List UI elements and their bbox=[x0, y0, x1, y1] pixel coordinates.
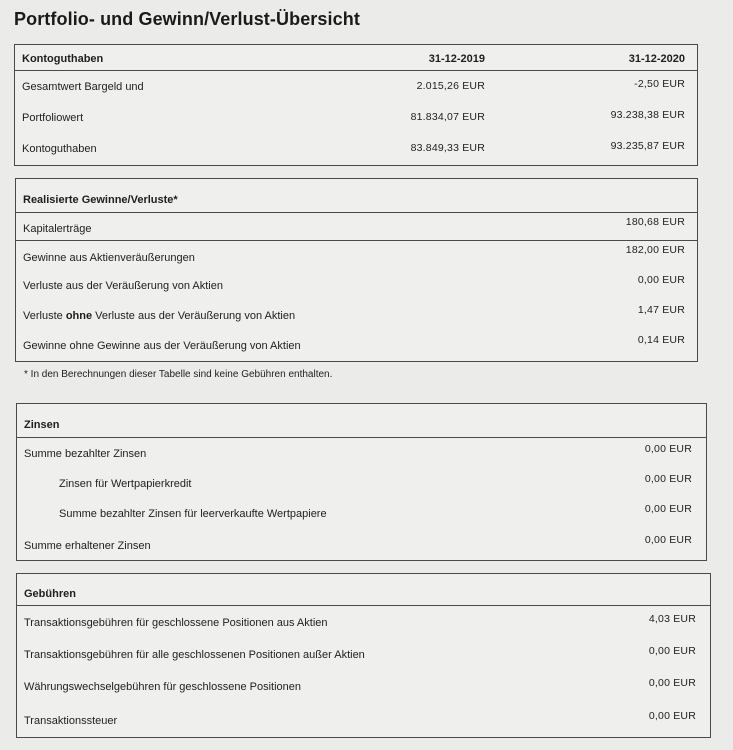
account-row bbox=[15, 71, 697, 102]
interest-row-label: Zinsen für Wertpapierkredit bbox=[59, 478, 192, 490]
page-title: Portfolio- und Gewinn/Verlust-Übersicht bbox=[14, 9, 360, 29]
fees-table bbox=[16, 573, 711, 738]
account-row-value-2019: 81.834,07 EUR bbox=[410, 111, 485, 123]
fees-row bbox=[17, 638, 710, 670]
account-row-label: Kontoguthaben bbox=[22, 143, 97, 155]
interest-row-label: Summe bezahlter Zinsen für leerverkaufte Wertpapiere bbox=[59, 508, 327, 520]
realized-row-label-bold: ohne bbox=[65, 310, 93, 322]
interest-row-value: 0,00 EUR bbox=[644, 443, 692, 455]
realized-row-value: 182,00 EUR bbox=[625, 244, 685, 256]
realized-gains-header-label: Realisierte Gewinne/Verluste* bbox=[23, 194, 178, 206]
account-balance-header bbox=[15, 45, 697, 71]
account-row-label: Gesamtwert Bargeld und bbox=[22, 81, 144, 93]
fees-row-value: 0,00 EUR bbox=[648, 645, 696, 657]
fees-row-value: 0,00 EUR bbox=[648, 677, 696, 689]
realized-row bbox=[16, 300, 697, 330]
realized-row-label: Gewinne ohne Gewinne aus der Veräußerung von Aktien bbox=[23, 340, 301, 352]
account-row bbox=[15, 133, 697, 164]
account-row-value-2019: 83.849,33 EUR bbox=[410, 142, 485, 154]
interest-table bbox=[16, 403, 707, 561]
fees-row-label: Transaktionsgebühren für geschlossene Positionen aus Aktien bbox=[24, 617, 328, 629]
interest-header bbox=[17, 404, 706, 438]
account-row-value-2020: -2,50 EUR bbox=[634, 78, 685, 90]
account-row-value-2019: 2.015,26 EUR bbox=[416, 80, 485, 92]
account-balance-header-label: Kontoguthaben bbox=[22, 53, 104, 65]
interest-row bbox=[17, 498, 706, 528]
realized-footnote: * In den Berechnungen dieser Tabelle sind keine Gebühren enthalten. bbox=[24, 369, 333, 380]
realized-gains-table bbox=[15, 178, 698, 362]
fees-row-value: 4,03 EUR bbox=[648, 613, 696, 625]
fees-row bbox=[17, 670, 710, 702]
realized-row-value: 1,47 EUR bbox=[637, 304, 685, 316]
fees-row bbox=[17, 606, 710, 638]
realized-row bbox=[16, 213, 697, 240]
realized-row-label bbox=[23, 310, 295, 322]
interest-row bbox=[17, 438, 706, 468]
interest-row-label: Summe bezahlter Zinsen bbox=[24, 448, 147, 460]
realized-row-label: Gewinne aus Aktienveräußerungen bbox=[23, 252, 195, 264]
interest-header-label: Zinsen bbox=[24, 419, 60, 431]
interest-row-value: 0,00 EUR bbox=[644, 473, 692, 485]
interest-row-value: 0,00 EUR bbox=[644, 534, 692, 546]
fees-header bbox=[17, 574, 710, 606]
realized-row bbox=[16, 270, 697, 300]
realized-row bbox=[16, 330, 697, 360]
account-row bbox=[15, 102, 697, 133]
account-row-value-2020: 93.238,38 EUR bbox=[610, 109, 685, 121]
interest-row bbox=[17, 528, 706, 558]
realized-row-label-pre: Verluste bbox=[23, 310, 66, 322]
fees-row-label: Transaktionsgebühren für alle geschlossenen Positionen außer Aktien bbox=[24, 649, 365, 661]
account-row-label: Portfoliowert bbox=[22, 112, 84, 124]
realized-gains-header bbox=[16, 179, 697, 213]
interest-row-value: 0,00 EUR bbox=[644, 503, 692, 515]
interest-row-label: Summe erhaltener Zinsen bbox=[24, 540, 151, 552]
account-row-value-2020: 93.235,87 EUR bbox=[610, 140, 685, 152]
realized-row-label-post: Verluste aus der Veräußerung von Aktien bbox=[92, 310, 296, 322]
fees-row bbox=[17, 702, 710, 736]
fees-header-label: Gebühren bbox=[24, 588, 76, 600]
realized-row-value: 0,14 EUR bbox=[637, 334, 685, 346]
column-header-2019: 31-12-2019 bbox=[428, 53, 485, 65]
fees-row-label: Währungswechselgebühren für geschlossene Positionen bbox=[24, 681, 302, 693]
realized-row-label: Verluste aus der Veräußerung von Aktien bbox=[23, 280, 223, 292]
realized-row-value: 0,00 EUR bbox=[637, 274, 685, 286]
realized-row-value: 180,68 EUR bbox=[625, 216, 685, 228]
realized-row bbox=[16, 240, 697, 270]
fees-row-value: 0,00 EUR bbox=[648, 710, 696, 722]
account-balance-table bbox=[14, 44, 698, 166]
realized-row-label: Kapitalerträge bbox=[23, 223, 92, 235]
fees-row-label: Transaktionssteuer bbox=[24, 715, 118, 727]
column-header-2020: 31-12-2020 bbox=[628, 53, 685, 65]
interest-row bbox=[17, 468, 706, 498]
